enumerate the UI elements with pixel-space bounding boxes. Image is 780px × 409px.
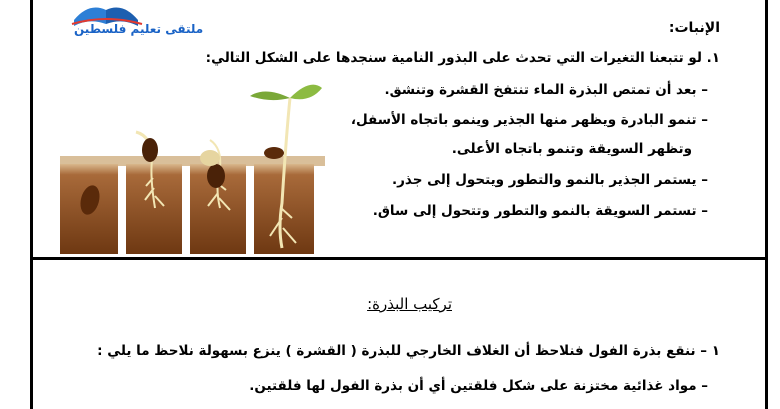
section-title-seed-structure: تركيب البذرة: [367, 295, 452, 313]
paragraph-2: – مواد غذائية مختزنة على شكل فلقتين أي أن بذرة الفول لها فلقتين. [249, 378, 708, 394]
bullet-2-continued: وتظهر السويقة وتنمو باتجاه الأعلى. [451, 141, 692, 157]
paragraph-1: ١ – ننقع بذرة الفول فنلاحظ أن الغلاف الخارجي للبذرة ( القشرة ) ينزع بسهولة نلاحظ ما يلي : [97, 343, 720, 359]
bullet-4: – تستمر السويقة بالنمو والتطور وتتحول إلى ساق. [372, 203, 708, 219]
bullet-2: – تنمو البادرة ويظهر منها الجذير وينمو باتجاه الأسفل، [350, 112, 708, 128]
bullet-3: – يستمر الجذير بالنمو والتطور ويتحول إلى جذر. [392, 172, 708, 188]
site-logo[interactable] [34, 0, 204, 42]
intro-line: ١. لو تتبعنا التغيرات التي تحدث على البذور النامية سنجدها على الشكل التالي: [205, 50, 720, 66]
heading-germination: الإنبات: [668, 20, 720, 36]
germination-stages-illustration [60, 78, 325, 258]
bullet-1: – بعد أن تمتص البذرة الماء تنتفخ القشرة وتنشق. [384, 82, 708, 98]
soil-pot-2 [126, 164, 182, 254]
logo-text: ملتقى تعليم فلسطين [74, 22, 204, 36]
